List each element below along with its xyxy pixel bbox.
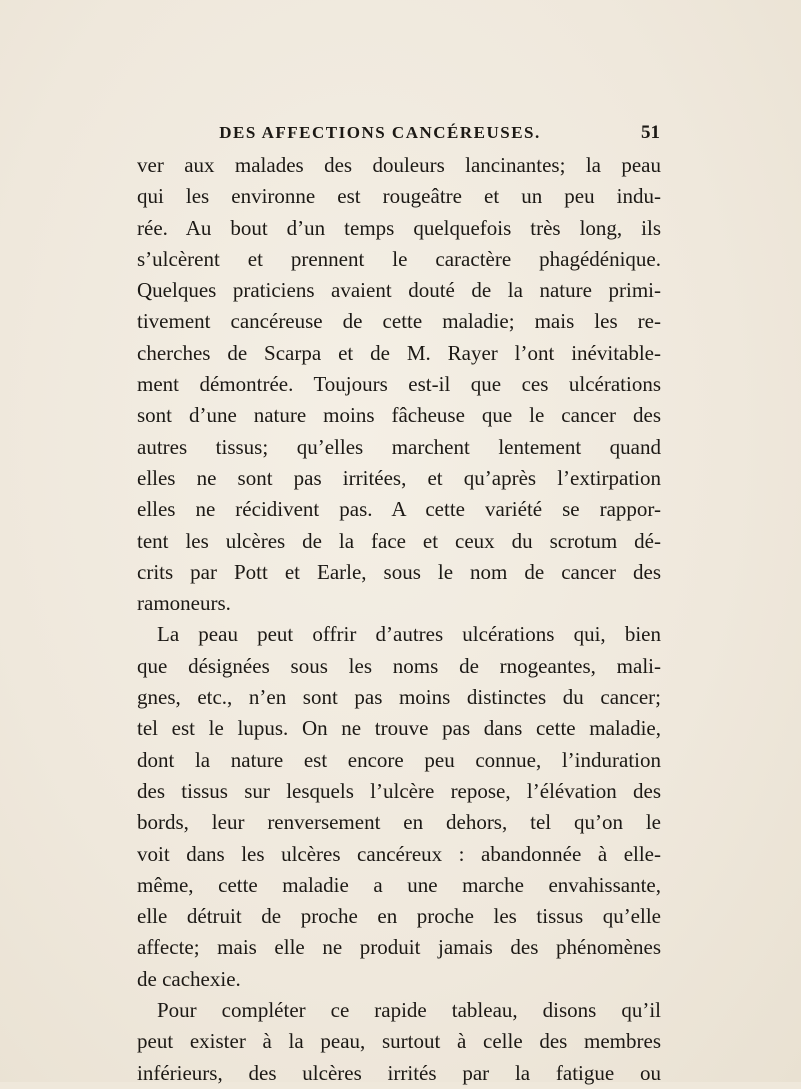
text-line: ramoneurs. — [137, 591, 231, 616]
text-line: tel est le lupus. On ne trouve pas dans cette maladie, — [137, 716, 661, 741]
text-line: sont d’une nature moins fâcheuse que le cancer des — [137, 403, 661, 428]
text-line: des tissus sur lesquels l’ulcère repose, l’élévation des — [137, 778, 661, 803]
text-line: de cachexie. — [137, 966, 241, 991]
page-number: 51 — [641, 122, 660, 143]
text-line: dont la nature est encore peu connue, l’induration — [137, 747, 661, 772]
text-line: que désignées sous les noms de rnogeantes, mali- — [137, 653, 661, 678]
text-line: tent les ulcères de la face et ceux du scrotum dé- — [137, 528, 661, 553]
running-title: DES AFFECTIONS CANCÉREUSES. — [219, 123, 541, 142]
text-line: ver aux malades des douleurs lancinantes; la peau — [137, 153, 661, 177]
text-line: autres tissus; qu’elles marchent lentement quand — [137, 434, 661, 459]
text-line: inférieurs, des ulcères irrités par la fatigue ou — [137, 1060, 661, 1085]
text-line: Pour compléter ce rapide tableau, disons qu’il — [157, 998, 661, 1023]
text-line: qui les environne est rougeâtre et un peu indu- — [137, 184, 661, 209]
text-line: peut exister à la peau, surtout à celle des membres — [137, 1029, 661, 1054]
running-head — [140, 118, 660, 148]
text-line: voit dans les ulcères cancéreux : abandonnée à elle- — [137, 841, 661, 866]
text-line: crits par Pott et Earle, sous le nom de cancer des — [137, 559, 661, 584]
text-line: s’ulcèrent et prennent le caractère phagédénique. — [137, 246, 661, 271]
text-line: gnes, etc., n’en sont pas moins distinctes du cancer; — [137, 685, 661, 710]
text-line: elle détruit de proche en proche les tissus qu’elle — [137, 904, 661, 929]
text-line: rée. Au bout d’un temps quelquefois très long, ils — [137, 215, 661, 240]
text-line: elles ne sont pas irritées, et qu’après l’extirpation — [137, 465, 661, 490]
text-line: La peau peut offrir d’autres ulcérations qui, bien — [157, 622, 661, 647]
text-line: affecte; mais elle ne produit jamais des phénomènes — [137, 935, 661, 960]
text-line: cherches de Scarpa et de M. Rayer l’ont inévitable- — [137, 340, 661, 365]
text-line: elles ne récidivent pas. A cette variété se rappor- — [137, 497, 661, 522]
text-line: ment démontrée. Toujours est-il que ces ulcérations — [137, 372, 661, 397]
text-line: bords, leur renversement en dehors, tel qu’on le — [137, 810, 661, 835]
text-line: tivement cancéreuse de cette maladie; mais les re- — [137, 309, 661, 334]
body-text — [137, 150, 661, 1085]
text-line: Quelques praticiens avaient douté de la nature primi- — [137, 278, 661, 303]
text-line: même, cette maladie a une marche envahissante, — [137, 872, 661, 897]
